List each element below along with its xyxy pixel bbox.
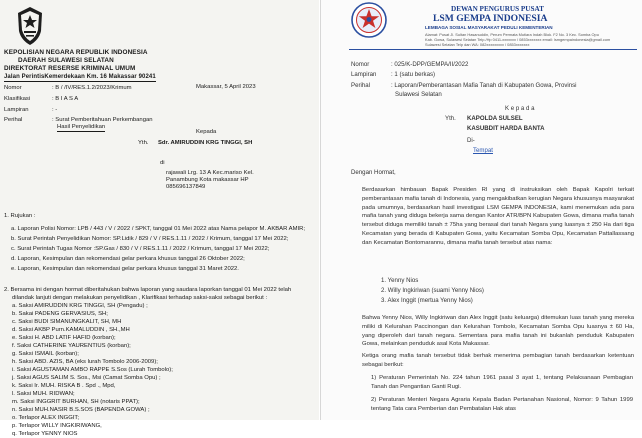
tempat-label: Tempat: [473, 147, 493, 154]
yth-label: Yth.: [445, 115, 456, 122]
nomor-value: : 025/K-DPP/GEMPA/II/2022: [391, 61, 469, 68]
org-address-1: Alamat: Pusat Jl. Sultan Hasanuddin, Perum Permata Mutiara Indah Blok. F2 No. 3 Kec. Somba Opu: [425, 32, 599, 37]
rujukan-item: e. Laporan, Kesimpulan dan rekomendasi gelar perkara khusus tanggal 31 Maret 2022.: [11, 266, 239, 272]
org-name: LSM GEMPA INDONESIA: [433, 13, 548, 24]
perihal-label: Perihal: [351, 82, 370, 89]
police-emblem-icon: [15, 5, 45, 47]
paragraph-2-line-2: dilandak lanjuti dengan melakukan penyelidikan , Klarifikasi terhadap saksi-saksi sebagai berikut :: [12, 295, 268, 301]
saksi-item: d. Saksi AKBP Purn.KAMALUDDIN , SH.,MH: [12, 327, 130, 333]
header-line-2: DAERAH SULAWESI SELATAN: [18, 57, 114, 64]
saksi-item: i. Saksi AGUSTAMAN AMBO RAPPE S.Sos (Lurah Tombolo);: [12, 367, 173, 373]
saksi-item: m. Saksi INGGRIT BURHAN, SH (notaris PPAT);: [12, 399, 140, 405]
paragraph-1: Berdasarkan himbauan Bapak Presiden RI yang di instruksikan oleh Bapak Kapolri terkait pemberantasan mafia tanah di Indonesia, yang mengakibatkan kerugian Negara khususnya masyarakat pada umumnya, berdasarkan hasil investigasi LSM GEMPA INDONESIA, kami menemukan ada para mafia tanah yang diduga bekerja sama dengan Kantor ATR/BPN Kabupaten Gowa, dimana mafia tanah tersebut diduga memiliki tanah ± 75ha yang berasal dari tanah Negara yang luasnya ± 250 Ha dari tiga Kecamatan yang berada di Kabupaten Gowa, yaitu Kecamatan Somba Opu, Kecamatan Pattallassang dan Kecamatan Bontomarannu, dimana mafia tanah tersebut atas nama:: [362, 187, 634, 246]
rujukan-item: a. Laporan Polisi Nomor: LPB / 443 / V / 2022 / SPKT, tanggal 01 Mei 2022 atas Nama pelapor M. AKBAR AMIR;: [11, 226, 306, 232]
lampiran-value: : -: [52, 107, 58, 113]
rujukan-title: 1. Rujukan :: [4, 213, 36, 219]
lsm-letter-page: [320, 0, 642, 420]
salutation: Dengan Hormat,: [351, 169, 396, 176]
kepada-label: K e p a d a: [505, 105, 535, 112]
klasifikasi-label: Klasifikasi: [4, 96, 31, 102]
letter-date: Makassar, 5 April 2023: [196, 84, 256, 90]
saksi-item: n. Saksi MUH.NASIR B.S.SOS (BAPENDA GOWA) ;: [12, 407, 150, 413]
perihal-value-1: : Laporan/Pemberantasan Mafia Tanah di Kabupaten Gowa, Provinsi: [391, 82, 577, 89]
saksi-item: e. Saksi H. ABD LATIF HAFID (korban);: [12, 335, 116, 341]
saksi-item: j. Saksi AGUS SALIM S. Sos., Msi (Camat Somba Opu) ;: [12, 375, 161, 381]
lsm-gempa-logo-icon: [351, 2, 387, 38]
yth-label: Yth.: [138, 140, 149, 146]
recipient-name: Sdr. AMIRUDDIN KRG TINGGI, SH: [158, 140, 253, 146]
rujukan-item: d. Laporan, Kesimpulan dan rekomendasi gelar perkara khusus tanggal 26 Oktober 2022;: [11, 256, 245, 262]
saksi-item: o. Terlapor ALEX INGGIT;: [12, 415, 80, 421]
kepada-label: Kepada: [196, 129, 217, 135]
paragraph-3: Ketiga orang mafia tanah tersebut tidak berhak menerima pembagian tanah berdasarkan ketentuan sebagai berikut:: [362, 353, 634, 368]
recipient-address-2: Panambung Kota makassar HP: [166, 177, 249, 183]
nomor-label: Nomor: [351, 61, 370, 68]
recipient-2: KASUBDIT HARDA BANTA: [467, 125, 545, 132]
name-item: 2. Willy Ingkiriwan (suami Yenny Nios): [381, 287, 484, 294]
rujukan-item: c. Surat Perintah Tugas Nomor :SP.Gas / 830 / V / RES.1.11 / 2022 / Krimum, tanggal 17 Mei 2022;: [11, 246, 270, 252]
nomor-label: Nomor: [4, 85, 22, 91]
name-item: 1. Yenny Nios: [381, 277, 419, 284]
header-line-3: DIREKTORAT RESERSE KRIMINAL UMUM: [4, 65, 136, 72]
paragraph-2: Bahwa Yenny Nios, Willy Ingkiriwan dan Alex Inggit (satu keluarga) ditemukan luas tanah yang mereka miliki di Kelurahan Paccinongan dan Kelurahan Tombolo, Kecamatan Somba Opu luasnya ± 60 Ha, yang diperoleh dari tanah negara. Sementara para mafia tanah ini bukanlah penduduk Kabupaten Gowa, melainkan penduduk asal Kota Makassar.: [362, 315, 634, 348]
header-line-1: KEPOLISIAN NEGARA REPUBLIK INDONESIA: [4, 49, 148, 56]
saksi-item: l. Saksi MUH. RIDWAN;: [12, 391, 75, 397]
saksi-item: k. Saksi Ir. MUH. RISKA B . Spd ., Mpd,: [12, 383, 116, 389]
saksi-item: h. Saksi ABD. AZIS, BA (eks lurah Tombolo 2006-2009);: [12, 359, 158, 365]
di-label: di: [160, 160, 165, 166]
di-label: Di-: [467, 137, 475, 144]
regulation-item: 2) Peraturan Menteri Negara Agraria Kepala Badan Pertanahan Nasional, Nomor: 9 Tahun 1999 tentang Tata cara Pemberian dan Pembatalan Hak atas: [371, 397, 633, 412]
org-address-2: Kab. Gowa, Sulawesi Selatan Telp./Hp 0411-xxxxxxx / 0853xxxxxxx email: lsmgempaindonesia@gmail.com: [425, 37, 611, 42]
nomor-value: : B / /IV/RES.1.2/2023/Krimum: [52, 85, 132, 91]
lampiran-value: : 1 (satu berkas): [391, 71, 436, 78]
saksi-item: b. Sakai PADENG GERVASIUS, SH;: [12, 311, 108, 317]
header-address: Jalan PerintisKemerdekaan Km. 16 Makassar 90241: [4, 74, 156, 80]
recipient-phone: 085696137849: [166, 184, 206, 190]
org-top-title: DEWAN PENGURUS PUSAT: [451, 5, 544, 13]
name-item: 3. Alex Inggit (mertua Yenny Nios): [381, 297, 473, 304]
recipient-address-1: rajawali Lrg. 13 A Kec.mariso Kel.: [166, 170, 254, 176]
org-subtitle: LEMBAGA SOSIAL MASYARAKAT PEDULI KEMENTERIAN: [425, 25, 553, 30]
rujukan-item: b. Surat Perintah Penyelidikan Nomor: SP.Lidik / 829 / V / RES.1.11 / 2022 / Krimum, tanggal 17 Mei 2022;: [11, 236, 289, 242]
klasifikasi-value: : B I A S A: [52, 96, 79, 102]
saksi-item: f. Saksi CATHERINE YAURENTIUS (korban);: [12, 343, 131, 349]
perihal-label: Perihal: [4, 117, 23, 123]
recipient-1: KAPOLDA SULSEL: [467, 115, 523, 122]
perihal-value-1: : Surat Pemberitahuan Perkembangan: [52, 117, 153, 123]
header-divider: [349, 49, 637, 50]
saksi-item: a. Saksi AMIRUDDIN KRG TINGGI, SH (Pengadu) ;: [12, 303, 148, 309]
perihal-value-2: Sulawesi Selatan: [395, 91, 442, 98]
saksi-item: g. Saksi ISMAIL (korban);: [12, 351, 79, 357]
police-letter-page: [0, 0, 319, 437]
paragraph-2-line-1: 2. Bersama ini dengan hormat diberitahukan bahwa laporan yang saudara laporkan tanggal 01 Mei 2022 telah: [4, 287, 292, 293]
saksi-item: c. Saksi BUDI SIMANUNGKALIT, SH, MH: [12, 319, 122, 325]
lampiran-label: Lampiran: [351, 71, 377, 78]
perihal-value-2: Hasil Penyelidikan: [57, 124, 106, 130]
saksi-item: p. Terlapor WILLY INGKIRIWANG,: [12, 423, 102, 429]
lampiran-label: Lampiran: [4, 107, 29, 113]
org-address-3: Sulawesi Selatan Telp dan WA: 082xxxxxxxxx / 0853xxxxxxx: [425, 42, 530, 47]
regulation-item: 1) Peraturan Pemerintah No. 224 tahun 1961 pasal 3 ayat 1, tentang Pelaksanaan Pembagian Tanah dan Pengantian Ganti Rugi.: [371, 375, 633, 390]
saksi-item: q. Terlapor YENNY NIOS: [12, 431, 78, 437]
